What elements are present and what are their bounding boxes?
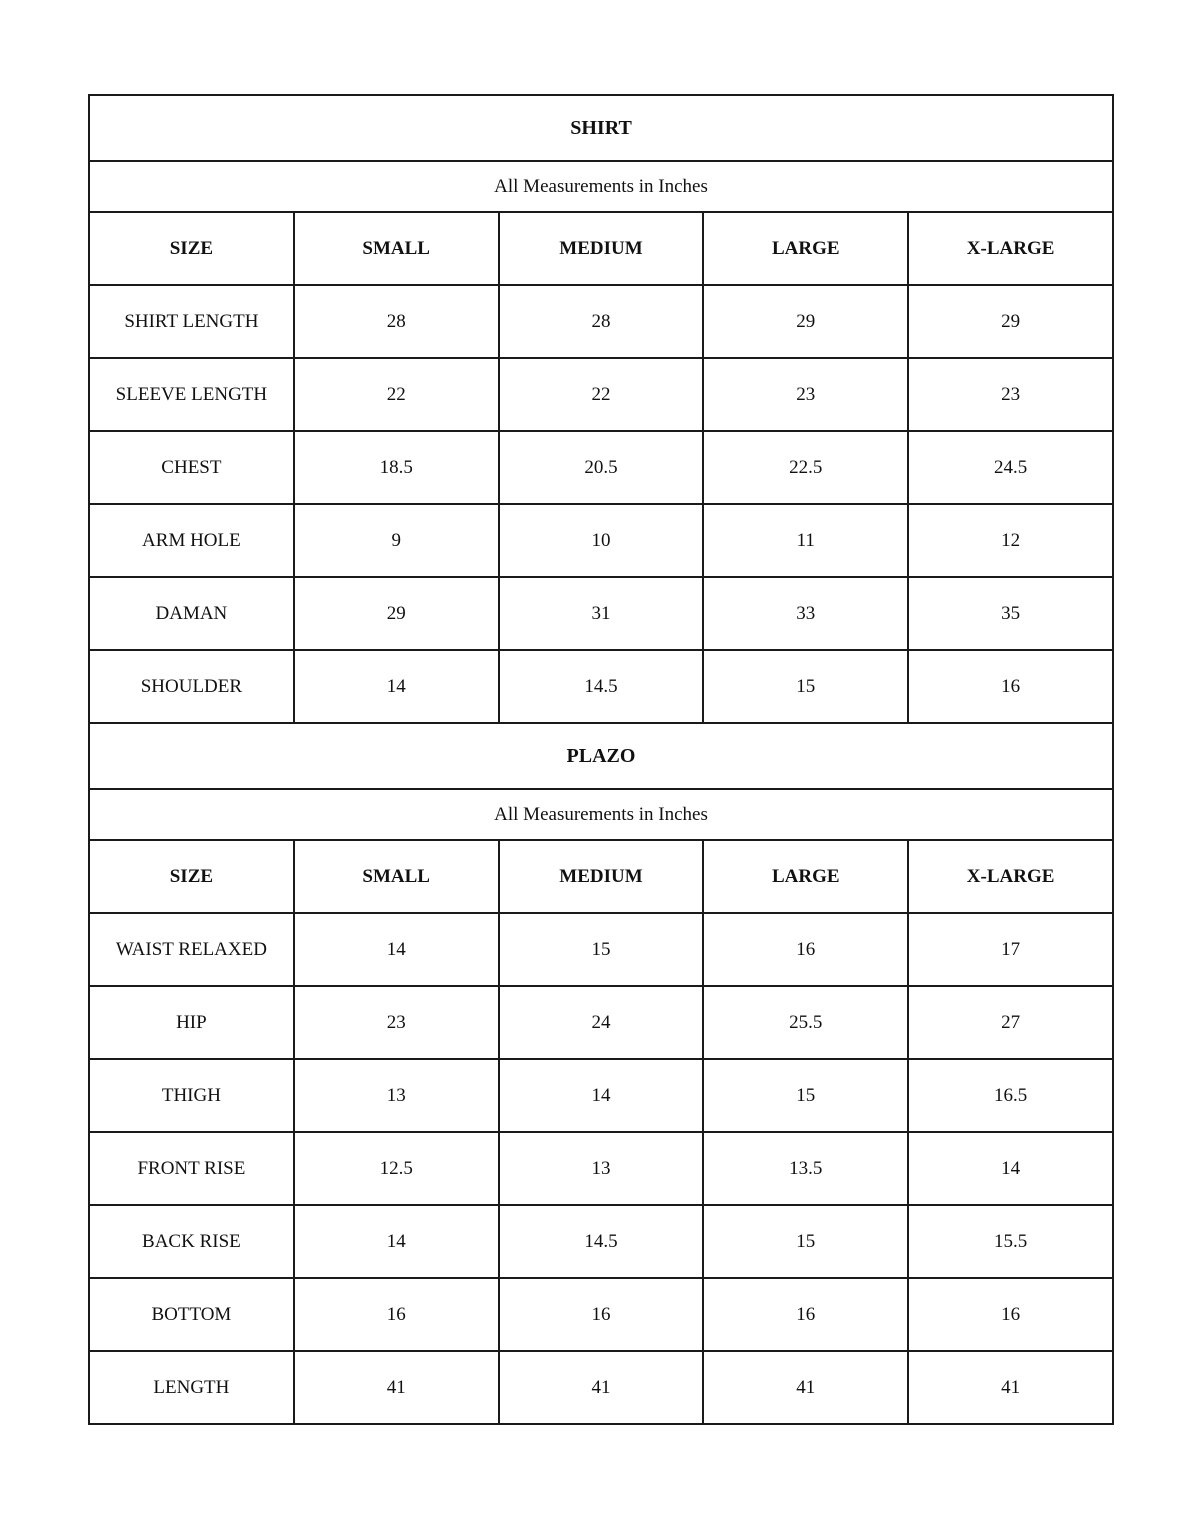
measurement-value: 24.5 [908,431,1113,504]
plazo-header-cell: MEDIUM [499,840,704,913]
measurement-value: 31 [499,577,704,650]
plazo-header-cell: LARGE [703,840,908,913]
measurement-value: 14 [294,913,499,986]
measurement-value: 33 [703,577,908,650]
measurement-value: 14 [294,1205,499,1278]
measurement-value: 14 [294,650,499,723]
measurement-value: 13 [499,1132,704,1205]
measurement-value: 35 [908,577,1113,650]
measurement-label: THIGH [89,1059,294,1132]
shirt-header-cell: X-LARGE [908,212,1113,285]
measurement-value: 28 [499,285,704,358]
measurement-label: HIP [89,986,294,1059]
shirt-header-cell: SIZE [89,212,294,285]
measurement-value: 29 [703,285,908,358]
table-row [89,577,1113,650]
measurement-value: 16.5 [908,1059,1113,1132]
measurement-value: 14.5 [499,1205,704,1278]
measurement-value: 22.5 [703,431,908,504]
plazo-header-cell: SIZE [89,840,294,913]
measurement-value: 20.5 [499,431,704,504]
measurement-value: 11 [703,504,908,577]
measurement-value: 10 [499,504,704,577]
measurement-label: LENGTH [89,1351,294,1424]
table-row [89,913,1113,986]
plazo-header-cell: SMALL [294,840,499,913]
measurement-value: 13.5 [703,1132,908,1205]
shirt-unit-note: All Measurements in Inches [89,161,1113,212]
shirt-header-row [89,212,1113,285]
plazo-header-cell: X-LARGE [908,840,1113,913]
measurement-value: 28 [294,285,499,358]
shirt-header-cell: MEDIUM [499,212,704,285]
measurement-label: DAMAN [89,577,294,650]
measurement-label: ARM HOLE [89,504,294,577]
shirt-title-row [89,95,1113,161]
table-row [89,285,1113,358]
plazo-section-title: PLAZO [89,723,1113,789]
measurement-value: 14 [908,1132,1113,1205]
shirt-header-cell: SMALL [294,212,499,285]
measurement-value: 16 [294,1278,499,1351]
measurement-value: 29 [908,285,1113,358]
measurement-label: FRONT RISE [89,1132,294,1205]
measurement-value: 41 [703,1351,908,1424]
measurement-value: 16 [908,1278,1113,1351]
measurement-value: 15 [703,1059,908,1132]
plazo-unit-row [89,789,1113,840]
measurement-value: 14 [499,1059,704,1132]
measurement-value: 14.5 [499,650,704,723]
measurement-value: 13 [294,1059,499,1132]
size-chart-table [88,94,1114,1425]
shirt-header-cell: LARGE [703,212,908,285]
measurement-value: 9 [294,504,499,577]
plazo-title-row [89,723,1113,789]
measurement-label: SHOULDER [89,650,294,723]
plazo-unit-note: All Measurements in Inches [89,789,1113,840]
table-row [89,1351,1113,1424]
table-row [89,650,1113,723]
measurement-value: 41 [294,1351,499,1424]
table-row [89,431,1113,504]
measurement-label: SHIRT LENGTH [89,285,294,358]
measurement-label: CHEST [89,431,294,504]
measurement-value: 23 [703,358,908,431]
table-row [89,1132,1113,1205]
measurement-value: 41 [499,1351,704,1424]
measurement-value: 22 [499,358,704,431]
measurement-value: 12.5 [294,1132,499,1205]
measurement-value: 17 [908,913,1113,986]
measurement-value: 27 [908,986,1113,1059]
measurement-label: BOTTOM [89,1278,294,1351]
measurement-value: 29 [294,577,499,650]
measurement-value: 22 [294,358,499,431]
table-row [89,1205,1113,1278]
measurement-value: 16 [703,913,908,986]
measurement-label: SLEEVE LENGTH [89,358,294,431]
measurement-value: 16 [908,650,1113,723]
measurement-value: 23 [908,358,1113,431]
measurement-value: 15 [499,913,704,986]
measurement-label: WAIST RELAXED [89,913,294,986]
measurement-value: 24 [499,986,704,1059]
table-row [89,986,1113,1059]
table-row [89,358,1113,431]
measurement-value: 16 [499,1278,704,1351]
measurement-value: 25.5 [703,986,908,1059]
measurement-value: 23 [294,986,499,1059]
table-row [89,1059,1113,1132]
plazo-header-row [89,840,1113,913]
shirt-unit-row [89,161,1113,212]
table-row [89,504,1113,577]
measurement-value: 18.5 [294,431,499,504]
measurement-value: 16 [703,1278,908,1351]
measurement-label: BACK RISE [89,1205,294,1278]
measurement-value: 12 [908,504,1113,577]
measurement-value: 15 [703,650,908,723]
measurement-value: 15 [703,1205,908,1278]
measurement-value: 15.5 [908,1205,1113,1278]
measurement-value: 41 [908,1351,1113,1424]
shirt-section-title: SHIRT [89,95,1113,161]
table-row [89,1278,1113,1351]
